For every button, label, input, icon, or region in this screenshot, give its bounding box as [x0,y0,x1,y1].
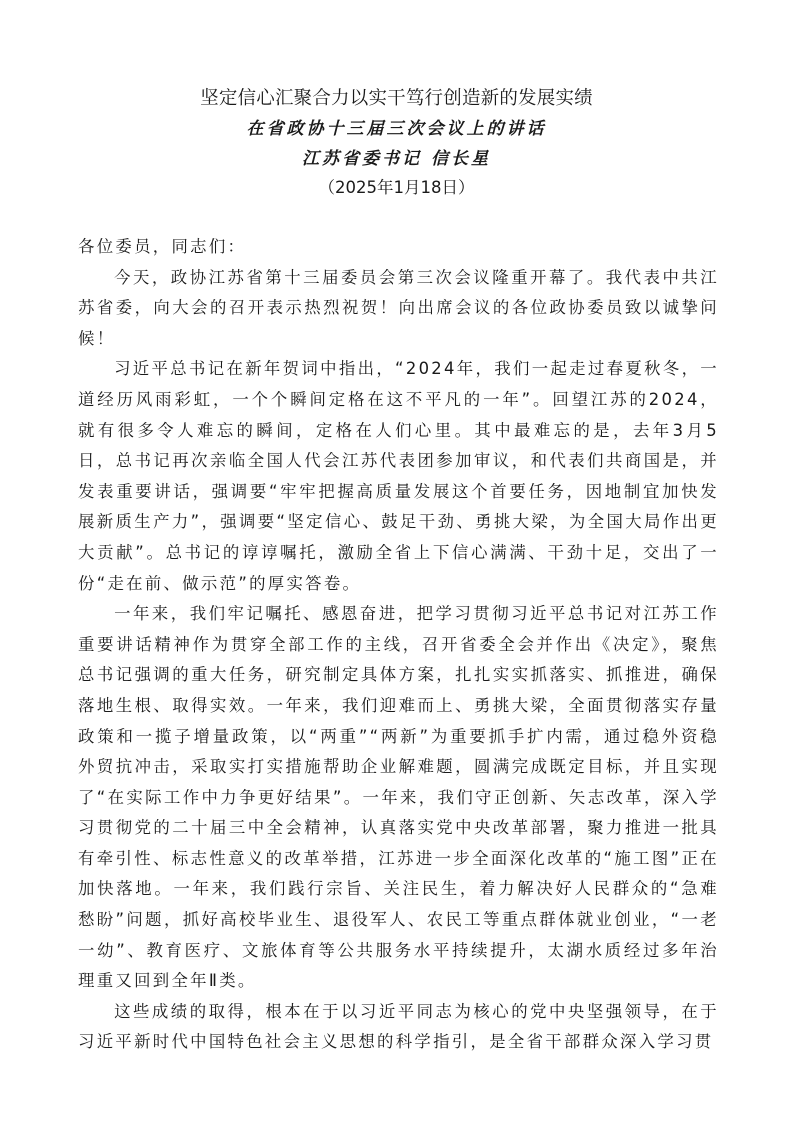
salutation: 各位委员，同志们： [78,237,247,256]
paragraph: 今天，政协江苏省第十三届委员会第三次会议隆重开幕了。我代表中共江苏省委，向大会的召开表示热烈祝贺！向出席会议的各位政协委员致以诚挚问候！ [78,267,719,348]
document-author: 江苏省委书记 信长星 [302,149,491,169]
document-body [78,232,719,1058]
paragraph: 习近平总书记在新年贺词中指出，“2024年，我们一起走过春夏秋冬，一道经历风雨彩虹，一个个瞬间定格在这不平凡的一年”。回望江苏的2024，就有很多令人难忘的瞬间，定格在人们心里。其中最难忘的是，去年3月5日，总书记再次亲临全国人代会江苏代表团参加审议，和代表们共商国是，并发表重要讲话，强调要“牢牢把握高质量发展这个首要任务，因地制宜加快发展新质生产力”，强调要“坚定信心、鼓足干劲、勇挑大梁，为全国大局作出更大贡献”。总书记的谆谆嘱托，激励全省上下信心满满、干劲十足，交出了一份“走在前、做示范”的厚实答卷。 [78,359,719,593]
document-date: （2025年1月18日） [318,178,475,197]
document-subtitle: 在省政协十三届三次会议上的讲话 [246,119,547,139]
paragraph: 一年来，我们牢记嘱托、感恩奋进，把学习贯彻习近平总书记对江苏工作重要讲话精神作为贯穿全部工作的主线，召开省委全会并作出《决定》，聚焦总书记强调的重大任务，研究制定具体方案，扎扎实实抓落实、抓推进，确保落地生根、取得实效。一年来，我们迎难而上、勇挑大梁，全面贯彻落实存量政策和一揽子增量政策，以“两重”“两新”为重要抓手扩内需，通过稳外资稳外贸抗冲击，采取实打实措施帮助企业解难题，圆满完成既定目标，并且实现了“在实际工作中力争更好结果”。一年来，我们守正创新、矢志改革，深入学习贯彻党的二十届三中全会精神，认真落实党中央改革部署，聚力推进一批具有牵引性、标志性意义的改革举措，江苏进一步全面深化改革的“施工图”正在加快落地。一年来，我们践行宗旨、关注民生，着力解决好人民群众的“急难愁盼”问题，抓好高校毕业生、退役军人、农民工等重点群体就业创业，“一老一幼”、教育医疗、文旅体育等公共服务水平持续提升，太湖水质经过多年治理重又回到全年Ⅱ类。 [78,604,719,991]
paragraph: 这些成绩的取得，根本在于以习近平同志为核心的党中央坚强领导，在于习近平新时代中国特色社会主义思想的科学指引，是全省干部群众深入学习贯 [78,1001,719,1052]
document-title: 坚定信心汇聚合力以实干笃行创造新的发展实绩 [200,88,593,109]
